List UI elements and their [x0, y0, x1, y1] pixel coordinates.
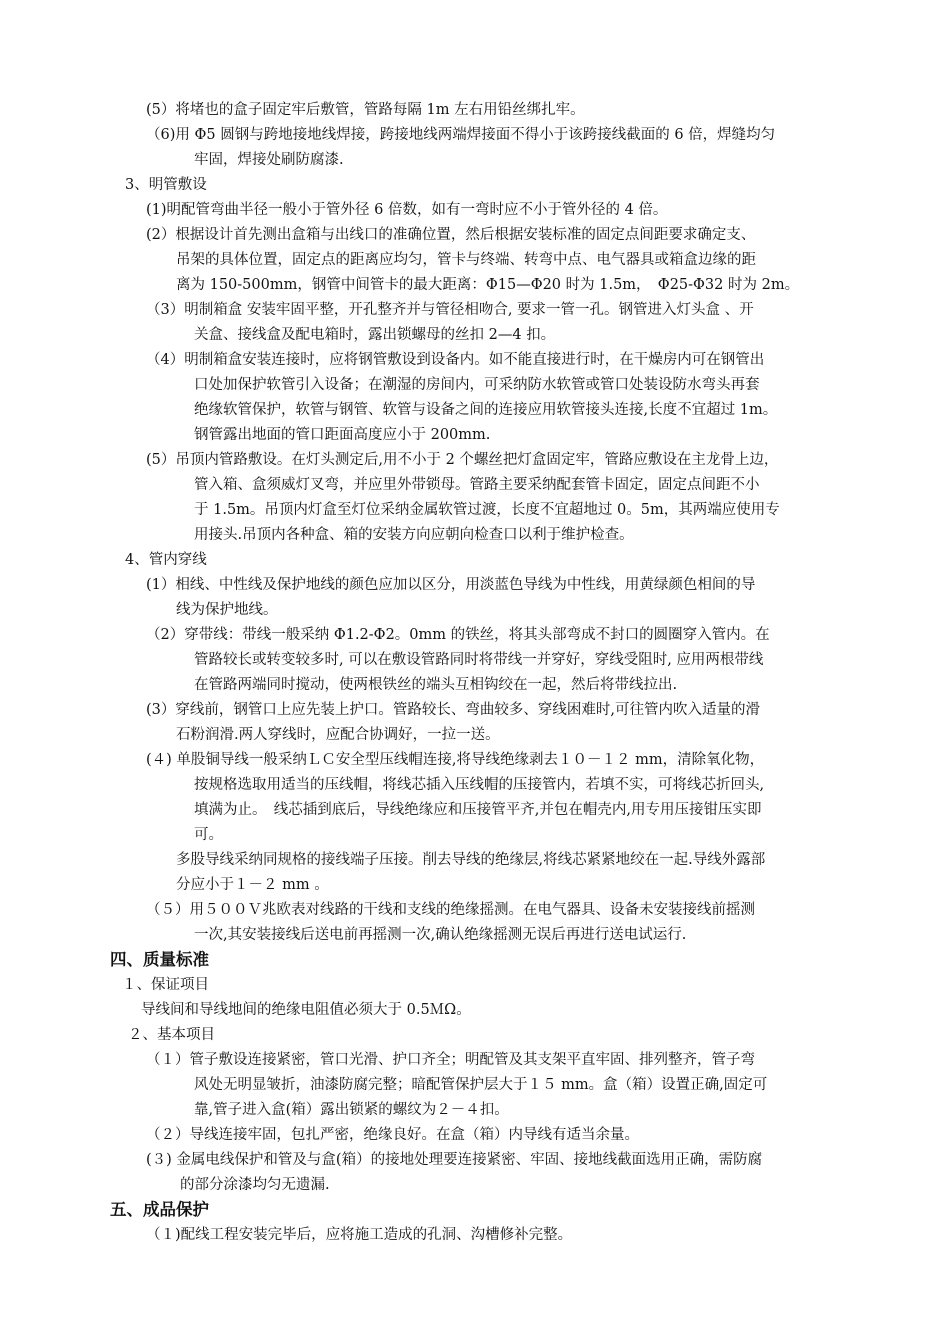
text-line: 导线间和导线地间的绝缘电阻值必须大于 0.5ＭΩ。	[141, 1002, 471, 1018]
text-line: （3）明制箱盒 安装牢固平整，开孔整齐并与管径相吻合, 要求一管一孔。钢管进入灯头盒 、开	[146, 302, 754, 318]
text-line: 的部分涂漆均匀无遗漏.	[180, 1177, 330, 1193]
text-line: 管入箱、盒须威灯叉弯，并应里外带锁母。管路主要采纳配套管卡固定，固定点间距不小	[194, 477, 760, 493]
text-line: 于 1.5m。吊顶内灯盒至灯位采纳金属软管过渡，长度不宜超地过 0。5m，其两端应使用专	[194, 502, 780, 518]
text-line: 口处加保护软管引入设备；在潮湿的房间内，可采纳防水软管或管口处装设防水弯头再套	[194, 377, 760, 393]
text-line: (3）穿线前，钢管口上应先装上护口。管路较长、弯曲较多、穿线困难时,可往管内吹入适量的滑	[146, 702, 760, 718]
text-line: 4、管内穿线	[125, 552, 207, 568]
text-line: ２、基本项目	[128, 1027, 215, 1043]
text-line: 风处无明显皱折，油漆防腐完整；暗配管保护层大于１５ mm。盒（箱）设置正确,固定可	[194, 1077, 768, 1093]
text-line: (３) 金属电线保护和管及与盒(箱）的接地处理要连接紧密、牢固、接地线截面选用正确，需防腐	[146, 1152, 763, 1168]
text-line: 用接头.吊顶内各种盒、箱的安装方向应朝向检查口以利于维护检查。	[194, 527, 634, 543]
text-line: 一次,其安装接线后送电前再摇测一次,确认绝缘摇测无误后再进行送电试运行.	[194, 927, 687, 943]
text-line: （１）管子敷设连接紧密，管口光滑、护口齐全；明配管及其支架平直牢固、排列整齐，管子弯	[146, 1052, 755, 1068]
text-line: 分应小于１－２ mm 。	[176, 877, 329, 893]
text-line: （2）穿带线：带线一般采纳 Φ1.2-Φ2。0mm 的铁丝，将其头部弯成不封口的圆圈穿入管内。在	[146, 627, 770, 643]
text-line: （6)用 Φ5 圆钢与跨地接地线焊接，跨接地线两端焊接面不得小于该跨接线截面的 6 倍，焊缝均匀	[146, 127, 776, 143]
text-line: (４) 单股铜导线一般采纳ＬＣ安全型压线帽连接,将导线绝缘剥去１０－１２ mm，清除氧化物，	[146, 752, 765, 768]
text-line: （５）用５００Ｖ兆欧表对线路的干线和支线的绝缘摇测。在电气器具、设备未安装接线前摇测	[146, 902, 755, 918]
text-line: 按规格选取用适当的压线帽，将线芯插入压线帽的压接管内，若填不实，可将线芯折回头,	[194, 777, 765, 793]
text-line: 线为保护地线。	[176, 602, 278, 618]
text-line: 在管路两端同时搅动，使两根铁丝的端头互相钩绞在一起，然后将带线拉出.	[194, 677, 678, 693]
text-line: (1）相线、中性线及保护地线的颜色应加以区分，用淡蓝色导线为中性线，用黄绿颜色相间的导	[146, 577, 756, 593]
text-line: (5）将堵也的盒子固定牢后敷管，管路每隔 1m 左右用铅丝绑扎牢。	[146, 102, 585, 118]
text-line: 管路较长或转变较多时, 可以在敷设管路同时将带线一并穿好，穿线受阻时, 应用两根带线	[194, 652, 764, 668]
text-line: （4）明制箱盒安装连接时，应将钢管敷设到设备内。如不能直接进行时，在干燥房内可在钢管出	[146, 352, 765, 368]
text-line: 绝缘软管保护，软管与钢管、软管与设备之间的连接应用软管接头连接,长度不宜超过 1m。	[194, 402, 778, 418]
text-line: （２）导线连接牢固，包扎严密，绝缘良好。在盒（箱）内导线有适当余量。	[146, 1127, 639, 1143]
text-line: 3、明管敷设	[125, 177, 207, 193]
text-line: 吊架的具体位置，固定点的距离应均匀，管卡与终端、转弯中点、电气器具或箱盒边缘的距	[176, 252, 756, 268]
section-heading: 四、质量标准	[110, 950, 209, 969]
text-line: （１)配线工程安装完毕后，应将施工造成的孔洞、沟槽修补完整。	[146, 1227, 573, 1243]
text-line: (1)明配管弯曲半径一般小于管外径 6 倍数，如有一弯时应不小于管外径的 4 倍。	[146, 202, 668, 218]
text-line: 填满为止。 线芯插到底后，导线绝缘应和压接管平齐,并包在帽壳内,用专用压接钳压实即	[194, 802, 762, 818]
text-line: 多股导线采纳同规格的接线端子压接。削去导线的绝缘层,将线芯紧紧地绞在一起.导线外露部	[176, 852, 766, 868]
text-line: 可。	[194, 827, 223, 843]
text-line: 关盒、接线盒及配电箱时，露出锁螺母的丝扣 2—4 扣。	[194, 327, 556, 343]
text-line: 石粉润滑.两人穿线时，应配合协调好，一拉一送。	[176, 727, 500, 743]
text-line: 离为 150-500mm，钢管中间管卡的最大距离：Φ15—Φ20 时为 1.5m， Φ25-Φ32 时为 2m。	[176, 277, 800, 293]
text-line: 靠,管子进入盒(箱）露出锁紧的螺纹为２－４扣。	[194, 1102, 509, 1118]
text-line: 牢固，焊接处刷防腐漆.	[194, 152, 344, 168]
section-heading: 五、成品保护	[110, 1200, 209, 1219]
text-line: (2）根据设计首先测出盒箱与出线口的准确位置，然后根据安装标准的固定点间距要求确定支、	[146, 227, 756, 243]
text-line: １、保证项目	[122, 977, 209, 993]
text-line: 钢管露出地面的管口距面高度应小于 200mm.	[194, 427, 491, 443]
text-line: (5）吊顶内管路敷设。在灯头测定后,用不小于 2 个螺丝把灯盒固定牢，管路应敷设在主龙骨上边，	[146, 452, 779, 468]
